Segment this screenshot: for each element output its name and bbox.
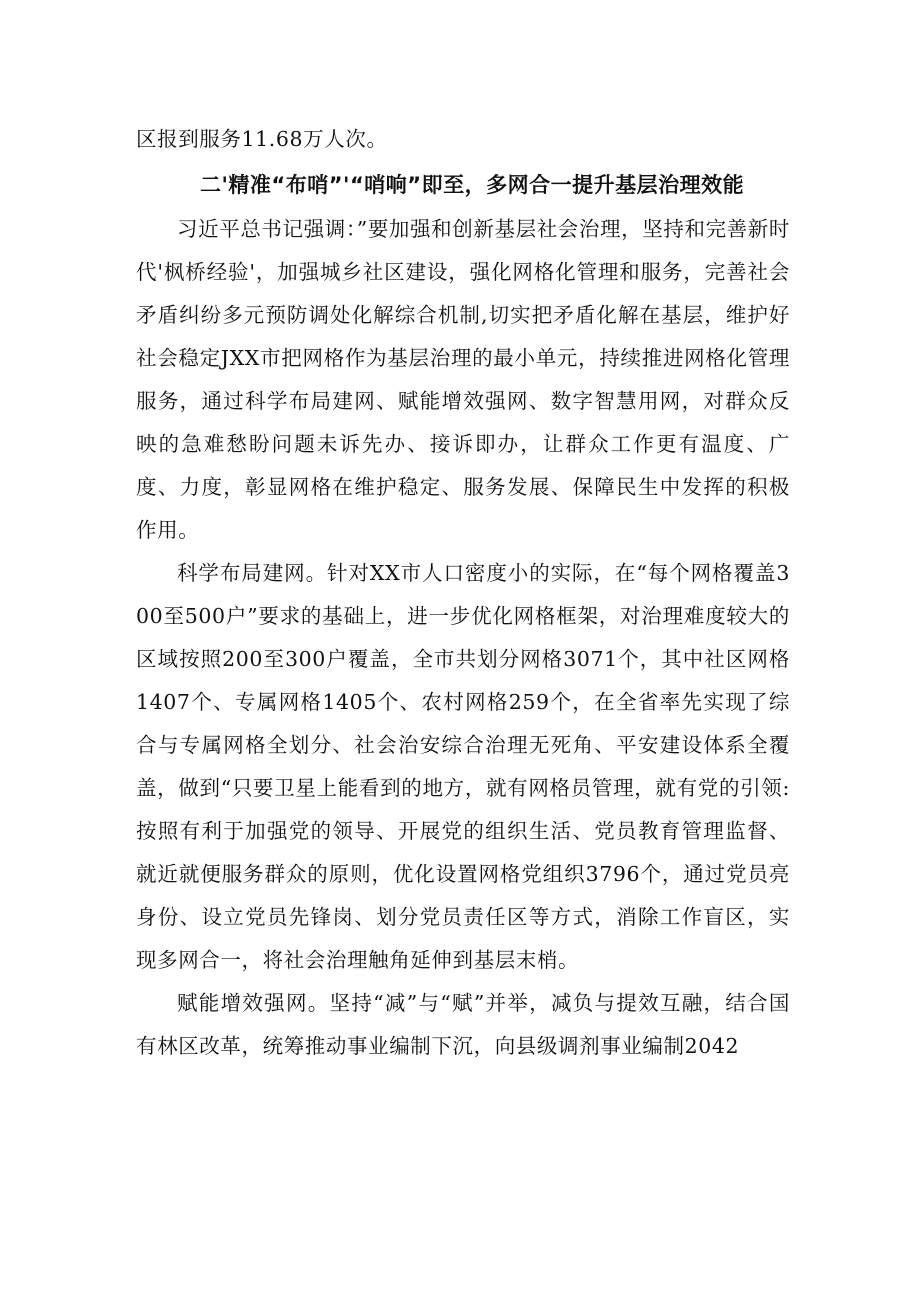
paragraph-intro: 习近平总书记强调：”要加强和创新基层社会治理，坚持和完善新时代'枫桥经验'，加强城乡社区建设，强化网格化管理和服务，完善社会矛盾纠纷多元预防调处化解综合机制,切实把矛盾化解在基层，维护好社会稳定JXX市把网格作为基层治理的最小单元，持续推进网格化管理服务，通过科学布局建网、赋能增效强网、数字智慧用网，对群众反映的急难愁盼问题未诉先办、接诉即办，让群众工作更有温度、广度、力度，彰显网格在维护稳定、服务发展、保障民生中发挥的积极作用。 <box>136 217 790 542</box>
paragraph-grid-layout: 科学布局建网。针对XX市人口密度小的实际，在“每个网格覆盖300至500户”要求的基础上，进一步优化网格框架，对治理难度较大的区域按照200至300户覆盖，全市共划分网格3071个，其中社区网格1407个、专属网格1405个、农村网格259个，在全省率先实现了综合与专属网格全划分、社会治安综合治理无死角、平安建设体系全覆盖，做到“只要卫星上能看到的地方，就有网格员管理，就有党的引领:按照有利于加强党的领导、开展党的组织生活、党员教育管理监督、就近就便服务群众的原则，优化设置网格党组织3796个，通过党员亮身份、设立党员先锋岗、划分党员责任区等方式，消除工作盲区，实现多网合一，将社会治理触角延伸到基层末梢。 <box>136 561 790 972</box>
document-body <box>136 118 790 1068</box>
paragraph-empowerment: 赋能增效强网。坚持“减”与“赋”并举，减负与提效互融，结合国有林区改革，统筹推动事业编制下沉，向县级调剂事业编制2042 <box>136 991 790 1058</box>
section-heading: 二'精准“布哨”'“哨响”即至，多网合一提升基层治理效能 <box>200 173 745 197</box>
paragraph-continuation: 区报到服务11.68万人次。 <box>136 127 388 151</box>
